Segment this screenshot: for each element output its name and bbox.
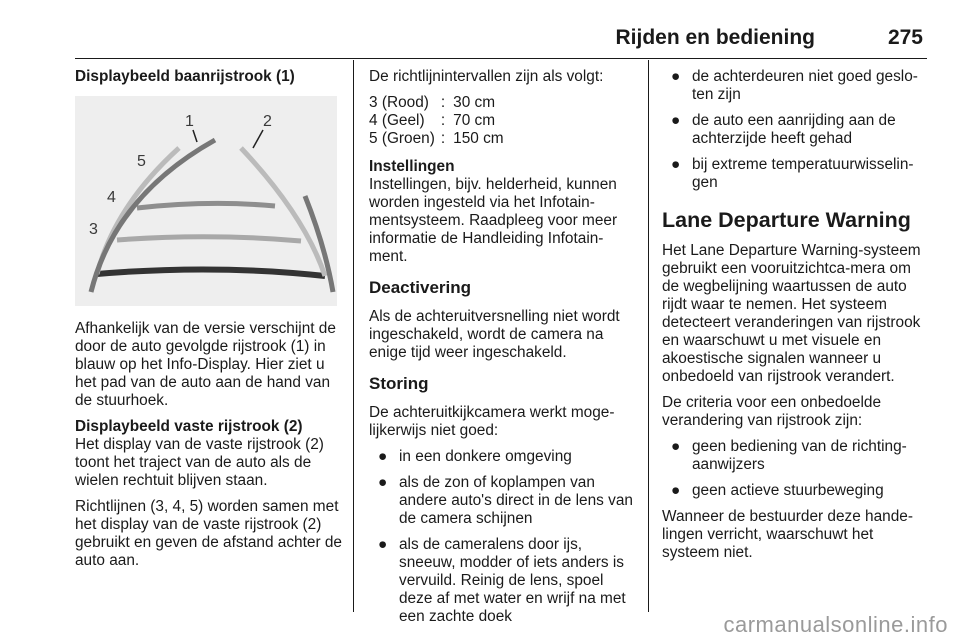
list-item	[662, 156, 930, 192]
list-item	[369, 474, 637, 528]
interval-label: 4 (Geel)	[369, 112, 425, 129]
interval-label: 5 (Groen)	[369, 130, 435, 147]
guideline-4	[117, 237, 301, 241]
fault-list	[369, 448, 637, 626]
bullet-icon: ●	[671, 112, 681, 129]
paragraph-ldw: Het Lane Departure Warning-systeem gebruikt een vooruitzichtca-mera om de wegbelijning waartussen de auto rijdt waar te nemen. Het systeem detecteert veranderingen van rijstrook en waarschuwt u met visuele en akoestische signalen wanneer u onbedoeld van rijstrook verandert.	[662, 242, 921, 385]
paragraph-criteria-intro: De criteria voor een onbedoelde verandering van rijstrook zijn:	[662, 394, 882, 429]
leader-line-1	[193, 130, 197, 142]
guideline-illustration	[75, 96, 337, 306]
heading-deactivation: Deactivering	[369, 278, 472, 297]
list-item-text: in een donkere omgeving	[399, 448, 572, 465]
interval-value: 150 cm	[453, 130, 504, 147]
interval-value: 70 cm	[453, 112, 496, 129]
list-item	[662, 482, 930, 500]
column-divider-left	[353, 60, 354, 612]
heading-settings: Instellingen	[369, 158, 455, 175]
bullet-icon: ●	[378, 474, 388, 491]
intervals-intro: De richtlijnintervallen zijn als volgt:	[369, 68, 604, 85]
fault-list-continued	[662, 68, 930, 192]
interval-separator: :	[440, 130, 446, 147]
label-2: 2	[263, 113, 272, 130]
paragraph-lane-description: Afhankelijk van de versie verschijnt de door de auto gevolgde rijstrook (1) in blauw op het Info-Display. Hier ziet u het pad van de auto aan de hand van de stuurhoek.	[75, 320, 336, 409]
heading-lane-display: Displaybeeld baanrijstrook (1)	[75, 68, 295, 85]
page-header	[75, 14, 927, 59]
paragraph-guidelines: Richtlijnen (3, 4, 5) worden samen met het display van de vaste rijstrook (2) gebruikt en geven de afstand achter de auto aan.	[75, 498, 342, 569]
heading-fixed-lane: Displaybeeld vaste rijstrook (2)	[75, 418, 303, 435]
bullet-icon: ●	[671, 438, 681, 455]
column-1	[75, 62, 343, 578]
bullet-icon: ●	[378, 536, 388, 553]
bullet-icon: ●	[671, 68, 681, 85]
label-4: 4	[107, 189, 116, 206]
interval-separator: :	[440, 112, 446, 129]
interval-label: 3 (Rood)	[369, 94, 429, 111]
column-divider-right	[648, 60, 649, 612]
camera-guideline-figure	[75, 96, 337, 306]
bullet-icon: ●	[378, 448, 388, 465]
list-item-text: als de cameralens door ijs, sneeuw, modder of iets anders is vervuild. Reinig de lens, spoel deze af met water en wrijf na met een zachte doek	[399, 536, 626, 625]
list-item-text: als de zon of koplampen van andere auto's direct in de lens van de camera schijnen	[399, 474, 633, 527]
watermark: carmanualsonline.info	[723, 612, 948, 637]
list-item	[369, 448, 637, 466]
column-3	[662, 62, 930, 570]
list-item-text: geen actieve stuurbeweging	[692, 482, 884, 499]
list-item	[662, 68, 930, 104]
bullet-icon: ●	[671, 156, 681, 173]
intervals-table	[369, 94, 504, 148]
interval-row	[369, 94, 504, 112]
list-item-text: bij extreme temperatuurwisselin-gen	[692, 156, 914, 191]
list-item	[369, 536, 637, 626]
criteria-list	[662, 438, 930, 500]
interval-separator: :	[440, 94, 446, 111]
column-2	[369, 62, 637, 634]
label-3: 3	[89, 221, 98, 238]
guideline-5	[137, 203, 275, 208]
paragraph-deactivation: Als de achteruitversnelling niet wordt ingeschakeld, wordt de camera na enige tijd weer ingeschakeld.	[369, 308, 620, 361]
interval-value: 30 cm	[453, 94, 496, 111]
list-item-text: de achterdeuren niet goed geslo-ten zijn	[692, 68, 918, 103]
section-title: Rijden en bediening	[615, 26, 815, 49]
guideline-3	[97, 269, 325, 276]
paragraph-closing: Wanneer de bestuurder deze hande-lingen verricht, waarschuwt het systeem niet.	[662, 508, 913, 561]
heading-lane-departure-warning: Lane Departure Warning	[662, 208, 911, 232]
list-item-text: de auto een aanrijding aan de achterzijde heeft gehad	[692, 112, 896, 147]
label-5: 5	[137, 153, 146, 170]
page-number: 275	[887, 26, 923, 49]
leader-line-2	[253, 130, 263, 148]
interval-row	[369, 130, 504, 148]
paragraph-fault-intro: De achteruitkijkcamera werkt moge-lijkerwijs niet goed:	[369, 404, 615, 439]
list-item	[662, 112, 930, 148]
heading-fault: Storing	[369, 374, 429, 393]
label-1: 1	[185, 113, 194, 130]
list-item-text: geen bediening van de richting-aanwijzers	[692, 438, 907, 473]
paragraph-settings: Instellingen, bijv. helderheid, kunnen worden ingesteld via het Infotain-mentsysteem. Raadpleeg voor meer informatie de Handleiding Infotain-ment.	[369, 176, 618, 265]
bullet-icon: ●	[671, 482, 681, 499]
list-item	[662, 438, 930, 474]
paragraph-fixed-lane: Het display van de vaste rijstrook (2) toont het traject van de auto als de wielen rechtuit blijven staan.	[75, 436, 324, 489]
interval-row	[369, 112, 504, 130]
